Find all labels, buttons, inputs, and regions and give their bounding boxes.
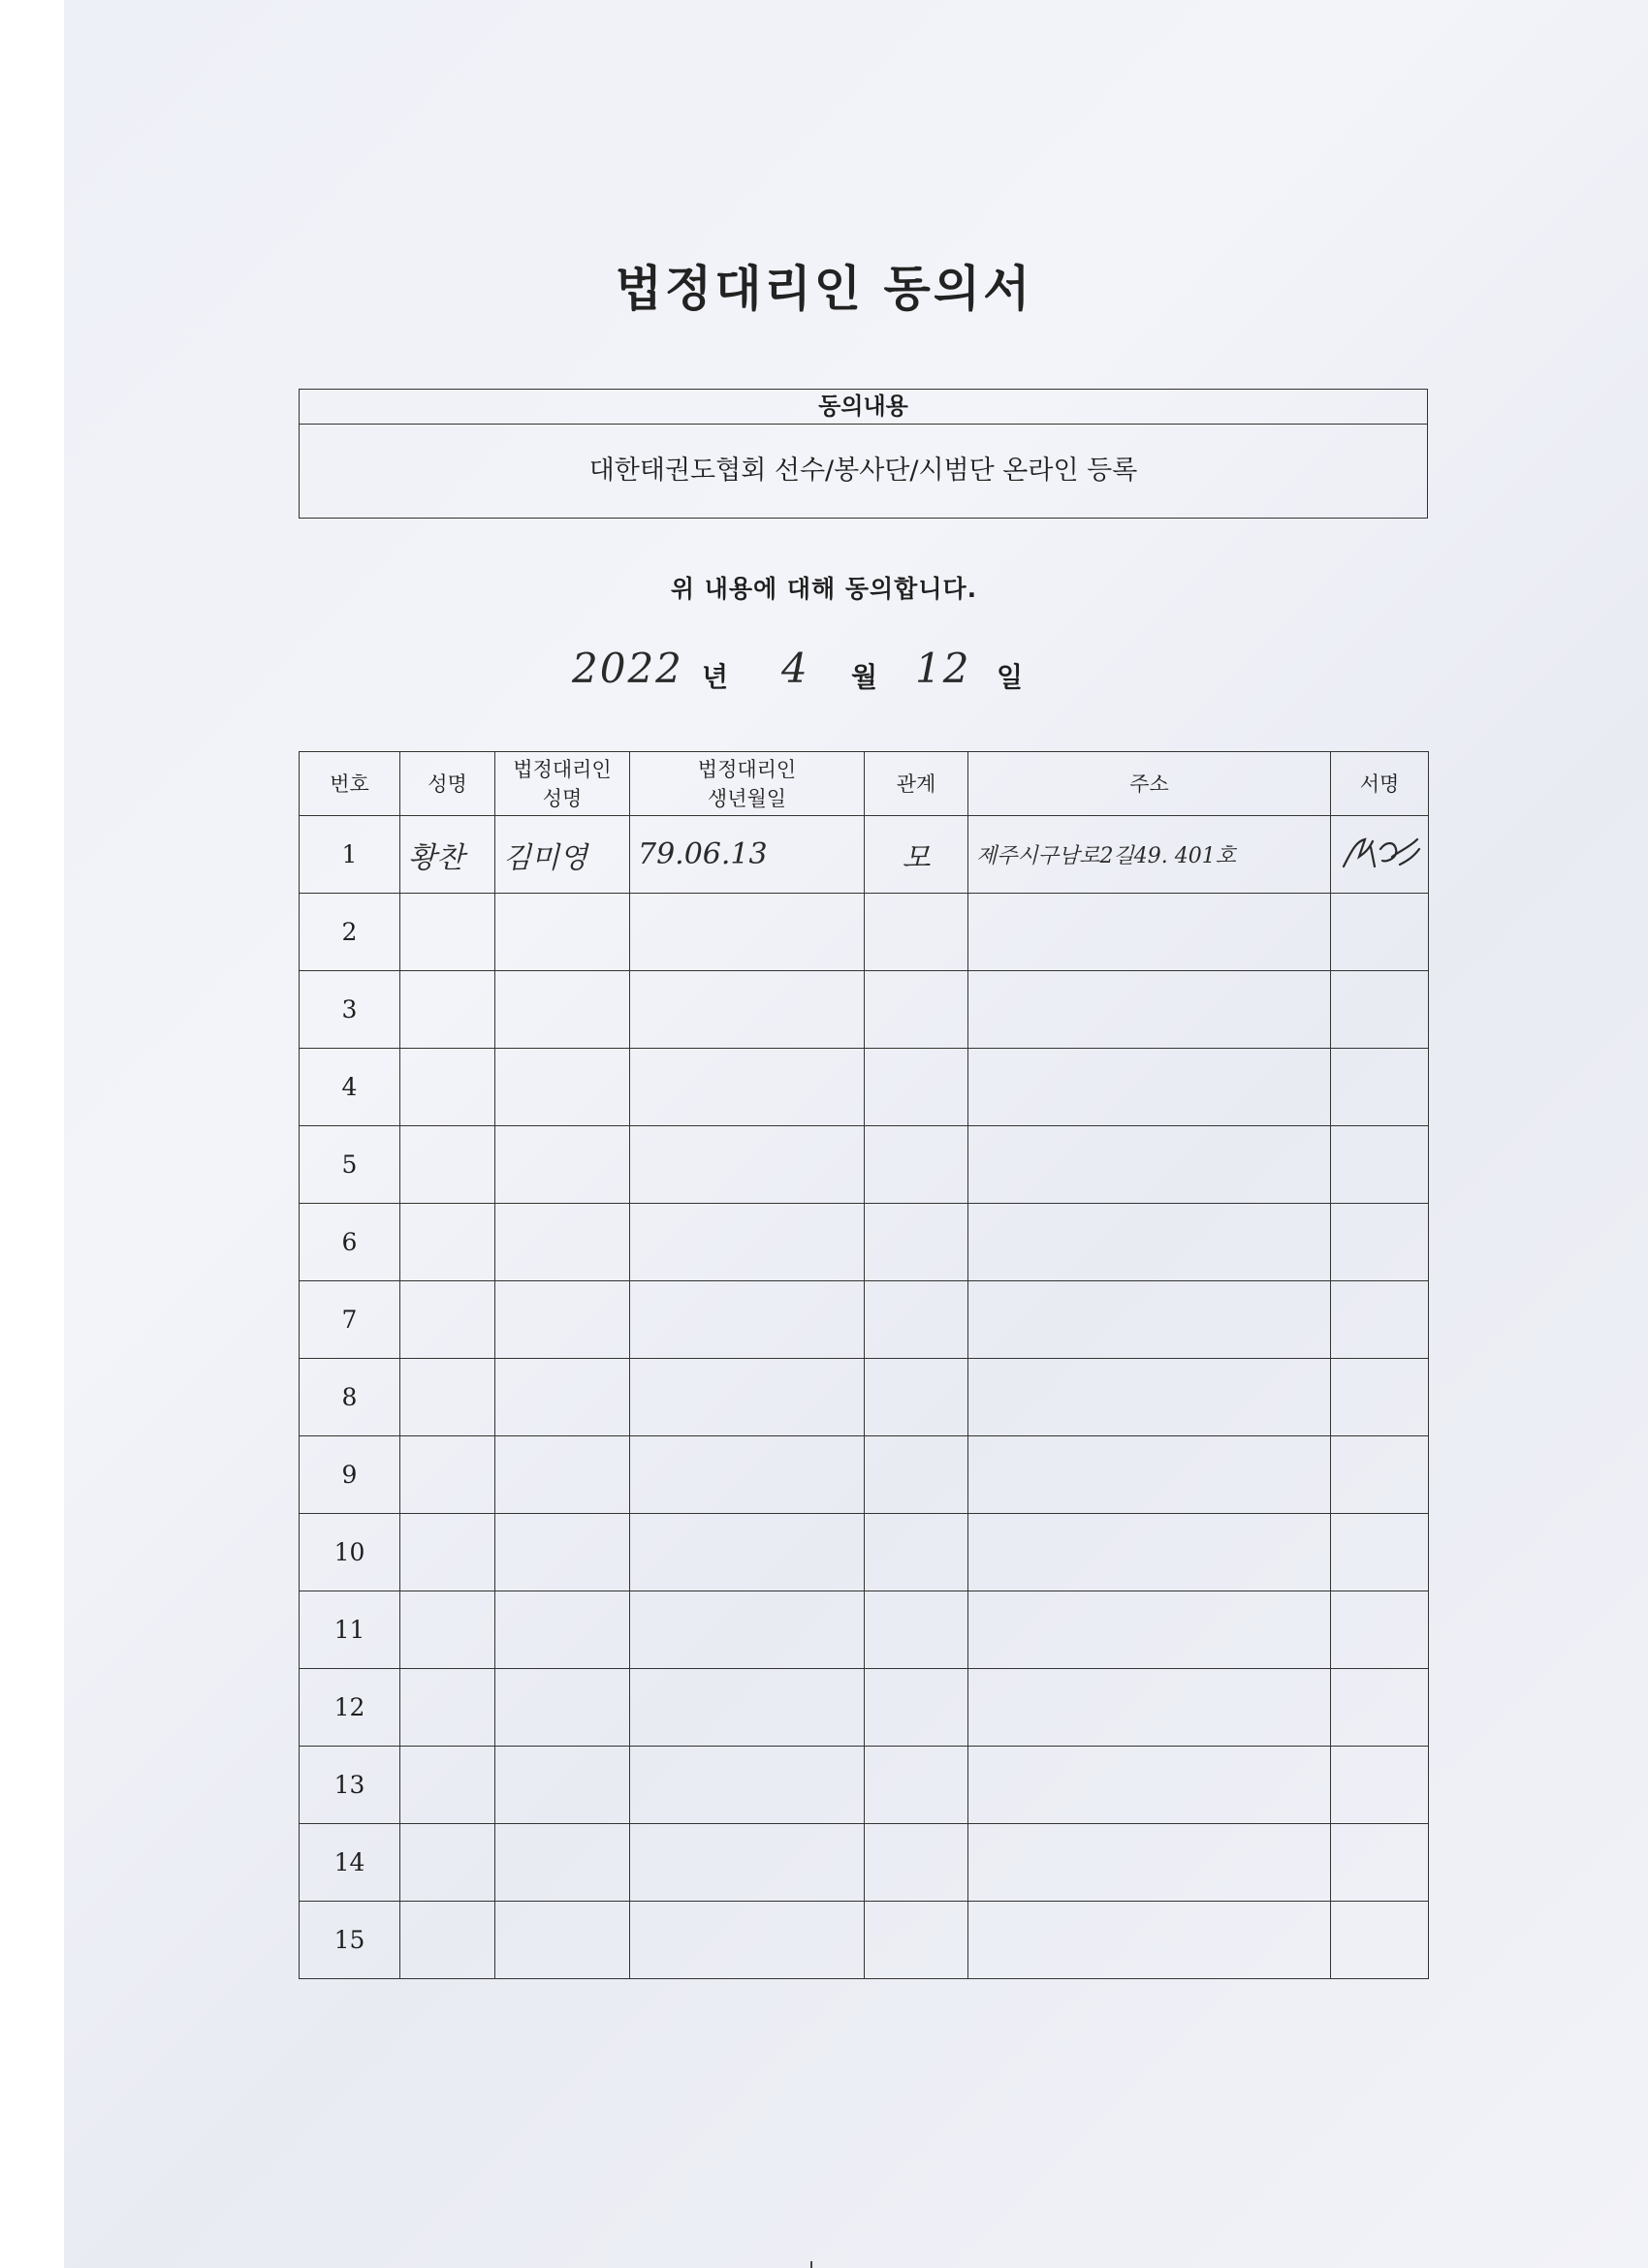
header-number: 번호	[300, 752, 400, 816]
row-number: 14	[300, 1824, 400, 1902]
row-cell	[400, 1281, 495, 1359]
table-row	[300, 1281, 1429, 1359]
document-title: 법정대리인 동의서	[615, 261, 1033, 317]
table-row	[300, 1747, 1429, 1824]
table-row	[300, 1514, 1429, 1591]
row-cell	[495, 894, 630, 971]
row-cell	[495, 1591, 630, 1669]
table-row	[300, 1126, 1429, 1204]
row-number: 5	[300, 1126, 400, 1204]
row-cell	[630, 1669, 865, 1747]
row-number: 3	[300, 971, 400, 1049]
row-cell	[630, 1049, 865, 1126]
header-guardian-birth-line2: 생년월일	[707, 786, 787, 810]
row-cell	[968, 1902, 1331, 1979]
date-month: 4	[781, 645, 809, 692]
row-cell	[630, 1824, 865, 1902]
date-month-unit: 월	[851, 661, 878, 693]
row-guardian-birth: 79.06.13	[630, 816, 865, 894]
row-cell	[968, 1824, 1331, 1902]
row-cell	[968, 1591, 1331, 1669]
row-cell	[630, 1747, 865, 1824]
row-cell	[400, 1359, 495, 1436]
row-cell	[968, 1747, 1331, 1824]
table-row	[300, 971, 1429, 1049]
header-guardian-name-line1: 법정대리인	[513, 757, 612, 781]
row-number: 2	[300, 894, 400, 971]
row-cell	[630, 1514, 865, 1591]
row-cell	[865, 1824, 968, 1902]
row-cell	[400, 971, 495, 1049]
row-number: 11	[300, 1591, 400, 1669]
row-cell	[495, 1669, 630, 1747]
row-cell	[865, 1049, 968, 1126]
row-cell	[865, 894, 968, 971]
date-day-unit: 일	[997, 661, 1024, 693]
row-cell	[1331, 1126, 1429, 1204]
row-cell	[1331, 1281, 1429, 1359]
table-row	[300, 1902, 1429, 1979]
row-cell	[968, 1436, 1331, 1514]
row-cell	[400, 1204, 495, 1281]
consent-box	[299, 389, 1428, 519]
row-cell	[865, 1747, 968, 1824]
row-cell	[495, 1359, 630, 1436]
row-cell	[400, 1126, 495, 1204]
row-number: 4	[300, 1049, 400, 1126]
row-cell	[865, 1281, 968, 1359]
row-address: 제주시구남로2길49. 401호	[968, 816, 1331, 894]
table-row	[300, 1436, 1429, 1514]
row-number: 1	[300, 816, 400, 894]
row-cell	[1331, 1204, 1429, 1281]
row-cell	[1331, 1049, 1429, 1126]
header-signature: 서명	[1331, 752, 1429, 816]
row-cell	[865, 1359, 968, 1436]
row-cell	[495, 1902, 630, 1979]
row-cell	[865, 971, 968, 1049]
consent-content: 대한태권도협회 선수/봉사단/시범단 온라인 등록	[588, 456, 1138, 486]
row-cell	[495, 1824, 630, 1902]
row-guardian-name: 김미영	[495, 816, 630, 894]
row-cell	[630, 1359, 865, 1436]
row-cell	[630, 1591, 865, 1669]
row-cell	[968, 1359, 1331, 1436]
row-cell	[630, 894, 865, 971]
row-cell	[495, 1436, 630, 1514]
row-cell	[865, 1126, 968, 1204]
table-row	[300, 1359, 1429, 1436]
row-cell	[400, 1669, 495, 1747]
header-relation: 관계	[865, 752, 968, 816]
row-number: 13	[300, 1747, 400, 1824]
row-cell	[968, 971, 1331, 1049]
header-guardian-name	[495, 752, 630, 816]
agreement-statement: 위 내용에 대해 동의합니다.	[670, 575, 978, 603]
row-cell	[630, 1126, 865, 1204]
consent-heading: 동의내용	[300, 390, 1427, 425]
header-guardian-birth	[630, 752, 865, 816]
row-cell	[865, 1902, 968, 1979]
row-cell	[630, 1204, 865, 1281]
row-cell	[1331, 1514, 1429, 1591]
row-cell	[865, 1591, 968, 1669]
date-year-unit: 년	[702, 661, 729, 693]
scan-margin	[0, 0, 64, 2268]
row-cell	[400, 1591, 495, 1669]
scan-artifact-mark	[810, 2261, 812, 2268]
row-cell	[630, 971, 865, 1049]
header-guardian-birth-line1: 법정대리인	[697, 757, 797, 781]
row-cell	[1331, 1359, 1429, 1436]
table-header-row	[300, 752, 1429, 816]
row-cell	[968, 894, 1331, 971]
row-cell	[400, 1747, 495, 1824]
header-name: 성명	[400, 752, 495, 816]
row-number: 15	[300, 1902, 400, 1979]
date-line	[0, 645, 1648, 703]
table-row	[300, 1824, 1429, 1902]
row-number: 6	[300, 1204, 400, 1281]
row-number: 12	[300, 1669, 400, 1747]
row-cell	[968, 1126, 1331, 1204]
row-cell	[495, 1204, 630, 1281]
row-cell	[1331, 1591, 1429, 1669]
row-cell	[630, 1436, 865, 1514]
row-number: 8	[300, 1359, 400, 1436]
row-relation: 모	[865, 816, 968, 894]
row-signature	[1331, 816, 1429, 894]
row-cell	[630, 1281, 865, 1359]
row-number: 10	[300, 1514, 400, 1591]
row-cell	[1331, 894, 1429, 971]
row-cell	[968, 1204, 1331, 1281]
row-cell	[865, 1669, 968, 1747]
handwritten-signature	[1336, 828, 1423, 876]
table-row	[300, 1204, 1429, 1281]
row-cell	[968, 1281, 1331, 1359]
header-address: 주소	[968, 752, 1331, 816]
row-cell	[400, 1436, 495, 1514]
row-cell	[495, 1049, 630, 1126]
row-cell	[495, 1126, 630, 1204]
guardian-registry-table	[299, 751, 1429, 1979]
row-cell	[400, 1514, 495, 1591]
row-cell	[495, 971, 630, 1049]
row-cell	[495, 1747, 630, 1824]
row-cell	[968, 1514, 1331, 1591]
table-row	[300, 1591, 1429, 1669]
row-cell	[630, 1902, 865, 1979]
row-cell	[1331, 1902, 1429, 1979]
row-cell	[400, 1902, 495, 1979]
row-number: 9	[300, 1436, 400, 1514]
row-cell	[1331, 971, 1429, 1049]
row-cell	[1331, 1747, 1429, 1824]
table-row	[300, 1049, 1429, 1126]
row-cell	[1331, 1669, 1429, 1747]
header-guardian-name-line2: 성명	[542, 786, 583, 810]
row-name: 황찬	[400, 816, 495, 894]
row-cell	[400, 894, 495, 971]
date-day: 12	[915, 645, 971, 692]
date-year: 2022	[572, 645, 683, 692]
row-cell	[400, 1049, 495, 1126]
row-cell	[1331, 1824, 1429, 1902]
row-cell	[968, 1049, 1331, 1126]
row-cell	[865, 1436, 968, 1514]
row-cell	[968, 1669, 1331, 1747]
row-cell	[495, 1514, 630, 1591]
row-cell	[400, 1824, 495, 1902]
table-row	[300, 894, 1429, 971]
table-row	[300, 1669, 1429, 1747]
row-cell	[865, 1204, 968, 1281]
table-row	[300, 816, 1429, 894]
row-cell	[495, 1281, 630, 1359]
row-cell	[865, 1514, 968, 1591]
row-number: 7	[300, 1281, 400, 1359]
row-cell	[1331, 1436, 1429, 1514]
